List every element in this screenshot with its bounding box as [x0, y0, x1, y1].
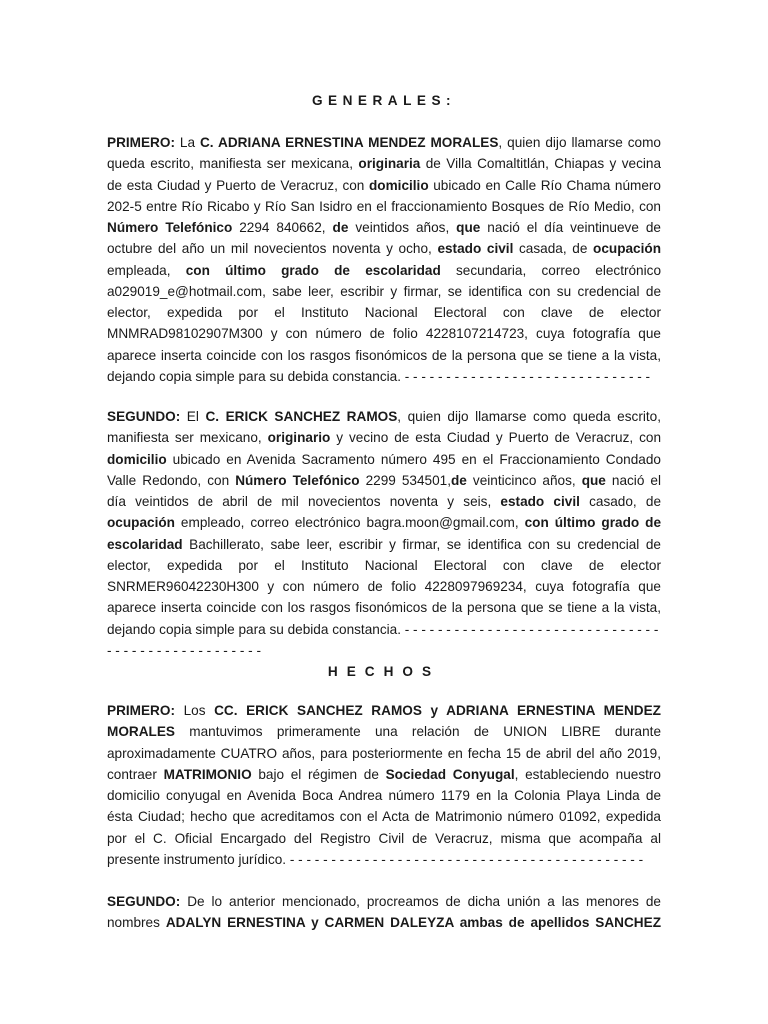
text-line — [107, 175, 661, 196]
text-line — [107, 512, 661, 533]
text-line — [107, 281, 661, 302]
bold-run: de — [451, 472, 467, 488]
bold-run: con último grado de — [524, 515, 661, 531]
bold-run: ocupación — [107, 515, 175, 531]
text-run: dejando copia simple para su debida constancia. - - - - - - - - - - - - - - - - - - - - - - - - - - - - - - — [107, 368, 651, 384]
bold-run: C. ERICK SANCHEZ RAMOS — [205, 409, 398, 424]
text-run: SNRMER96042230H300 y con número de folio 4228097969234, cuya fotografía que — [107, 579, 661, 594]
text-line — [107, 491, 661, 512]
text-line — [107, 406, 661, 427]
bold-run: estado civil — [500, 494, 580, 509]
text-run: nació el día veintinueve de — [480, 220, 661, 235]
text-run: día veintidos de abril de mil novecientos noventa y seis, — [107, 494, 501, 509]
bold-run: domicilio — [368, 177, 429, 193]
text-run: manifiesta ser mexicano, — [107, 430, 268, 446]
text-line — [107, 640, 661, 661]
bold-run: con último grado de escolaridad — [185, 262, 441, 278]
bold-run: que — [581, 472, 606, 488]
text-line — [107, 449, 661, 470]
text-run: casado, de — [579, 494, 661, 509]
paragraph-hechos-primero — [107, 700, 661, 870]
text-line — [107, 555, 661, 576]
text-run: ubicado en Calle Río Chama número — [428, 177, 661, 193]
text-line — [107, 597, 661, 618]
text-run: nombres — [107, 915, 166, 931]
text-line — [107, 700, 661, 721]
section-title-hechos: HECHOS — [327, 664, 441, 679]
bold-run: ocupación — [593, 241, 661, 257]
text-run: 202-5 entre Río Ricabo y Río San Isidro en el fraccionamiento Bosques de Río Medio, con — [107, 198, 661, 214]
text-run: empleada, — [107, 262, 186, 278]
text-run: aproximadamente CUATRO años, para posteriormente en fecha 15 de abril del año 2019, — [107, 745, 661, 761]
text-run: La — [174, 135, 200, 150]
text-line — [107, 323, 661, 344]
bold-run: Número Telefónico — [107, 220, 233, 235]
bold-run: CC. ERICK SANCHEZ RAMOS y ADRIANA ERNESTINA MENDEZ — [214, 703, 661, 718]
bold-run: que — [456, 220, 481, 235]
text-run: Valle Redondo, con — [107, 472, 236, 488]
text-run: empleado, correo electrónico bagra.moon@gmail.com, — [174, 515, 525, 531]
bold-run: PRIMERO: — [107, 135, 175, 150]
text-line — [107, 576, 661, 597]
text-run: a029019_e@hotmail.com, sabe leer, escribir y firmar, se identifica con su credencial de — [107, 283, 661, 299]
text-line — [107, 366, 661, 387]
text-line — [107, 345, 661, 366]
text-run: - - - - - - - - - - - - - - - - - - - — [107, 642, 261, 658]
text-run: El — [180, 409, 206, 424]
paragraph-generales-segundo — [107, 406, 661, 661]
text-run: y vecino de esta Ciudad y Puerto de Veracruz, con — [330, 430, 661, 446]
text-line — [107, 849, 661, 870]
section-title-generales: GENERALES: — [311, 93, 457, 108]
text-run: domicilio conyugal en Avenida Boca Andrea número 1179 en la Colonia Playa Linda de — [107, 788, 661, 803]
text-run: contraer — [107, 766, 164, 782]
text-run: queda escrito, manifiesta ser mexicana, — [107, 156, 359, 172]
paragraph-hechos-segundo — [107, 891, 661, 934]
text-line — [107, 912, 661, 933]
text-run: octubre del año un mil novecientos noventa y ocho, — [107, 241, 438, 257]
text-line — [107, 470, 661, 491]
text-run: , quien dijo llamarse como queda escrito, — [397, 409, 661, 424]
text-line — [107, 534, 661, 555]
text-run: , quien dijo llamarse como — [498, 135, 661, 150]
text-run: elector, expedida por el Instituto Nacional Electoral con clave de elector — [107, 305, 661, 320]
text-line — [107, 302, 661, 323]
text-line — [107, 785, 661, 806]
text-line — [107, 806, 661, 827]
bold-run: SEGUNDO: — [107, 894, 181, 909]
bold-run: Sociedad Conyugal — [385, 766, 515, 782]
bold-run: originaria — [358, 156, 421, 172]
bold-run: escolaridad — [107, 536, 183, 552]
text-run: mantuvimos primeramente una relación de UNION LIBRE durante — [174, 724, 661, 740]
text-run: De lo anterior mencionado, procreamos de dicha unión a las menores de — [180, 894, 661, 909]
text-line — [107, 427, 661, 448]
text-line — [107, 764, 661, 785]
text-line — [107, 721, 661, 742]
bold-run: PRIMERO: — [107, 703, 175, 718]
bold-run: MATRIMONIO — [163, 766, 252, 782]
text-run: veinticinco años, — [466, 472, 582, 488]
text-run: dejando copia simple para su debida constancia. - - - - - - - - - - - - - - - - - - - - - - - - - - - - - - - — [107, 621, 659, 637]
bold-run: estado civil — [437, 241, 514, 257]
text-line — [107, 743, 661, 764]
text-run: bajo el régimen de — [251, 766, 386, 782]
text-run: 2294 840662, — [232, 220, 333, 235]
bold-run: domicilio — [107, 451, 167, 467]
text-line — [107, 132, 661, 153]
text-line — [107, 260, 661, 281]
text-run: de Villa Comaltitlán, Chiapas y vecina — [420, 156, 661, 172]
text-run: por el C. Oficial Encargado del Registro Civil de Veracruz, misma que acompaña al — [107, 830, 661, 846]
text-run: nació el — [605, 472, 661, 488]
text-run: Los — [174, 703, 215, 718]
text-run: elector, expedida por el Instituto Nacional Electoral con clave de elector — [107, 557, 661, 573]
bold-run: Número Telefónico — [235, 472, 360, 488]
bold-run: originario — [267, 430, 331, 446]
text-run: presente instrumento jurídico. - - - - - - - - - - - - - - - - - - - - - - - - - - - - - - - - - - - - - - - - - - - — [107, 851, 644, 867]
bold-run: SEGUNDO: — [107, 409, 181, 424]
text-run: 2299 534501, — [359, 472, 451, 488]
bold-run: ADALYN ERNESTINA y CARMEN DALEYZA ambas de apellidos SANCHEZ — [165, 915, 661, 931]
text-run: secundaria, correo electrónico — [440, 262, 661, 278]
text-run: aparece inserta coincide con los rasgos fisonómicos de la persona que se tiene a la vista, — [107, 347, 661, 363]
text-line — [107, 196, 661, 217]
text-line — [107, 619, 661, 640]
text-run: aparece inserta coincide con los rasgos fisonómicos de la persona que se tiene a la vista, — [107, 600, 661, 616]
text-run: , estableciendo nuestro — [514, 766, 661, 782]
text-run: MNMRAD98102907M300 y con número de folio 4228107214723, cuya fotografía que — [107, 326, 661, 342]
text-line — [107, 153, 661, 174]
text-line — [107, 828, 661, 849]
text-run: casada, de — [513, 241, 594, 257]
text-run: ubicado en Avenida Sacramento número 495 en el Fraccionamiento Condado — [166, 451, 661, 467]
bold-run: MORALES — [107, 724, 175, 740]
text-run: de esta Ciudad y Puerto de Veracruz, con — [107, 177, 369, 193]
bold-run: de — [332, 220, 349, 235]
text-run: veintidos años, — [348, 220, 457, 235]
text-line — [107, 891, 661, 912]
text-line — [107, 217, 661, 238]
bold-run: C. ADRIANA ERNESTINA MENDEZ MORALES — [199, 135, 499, 150]
text-run: ésta Ciudad; hecho que acreditamos con el Acta de Matrimonio número 01092, expedida — [107, 809, 661, 825]
paragraph-generales-primero — [107, 132, 661, 387]
text-line — [107, 238, 661, 259]
text-run: Bachillerato, sabe leer, escribir y firmar, se identifica con su credencial de — [182, 536, 661, 552]
